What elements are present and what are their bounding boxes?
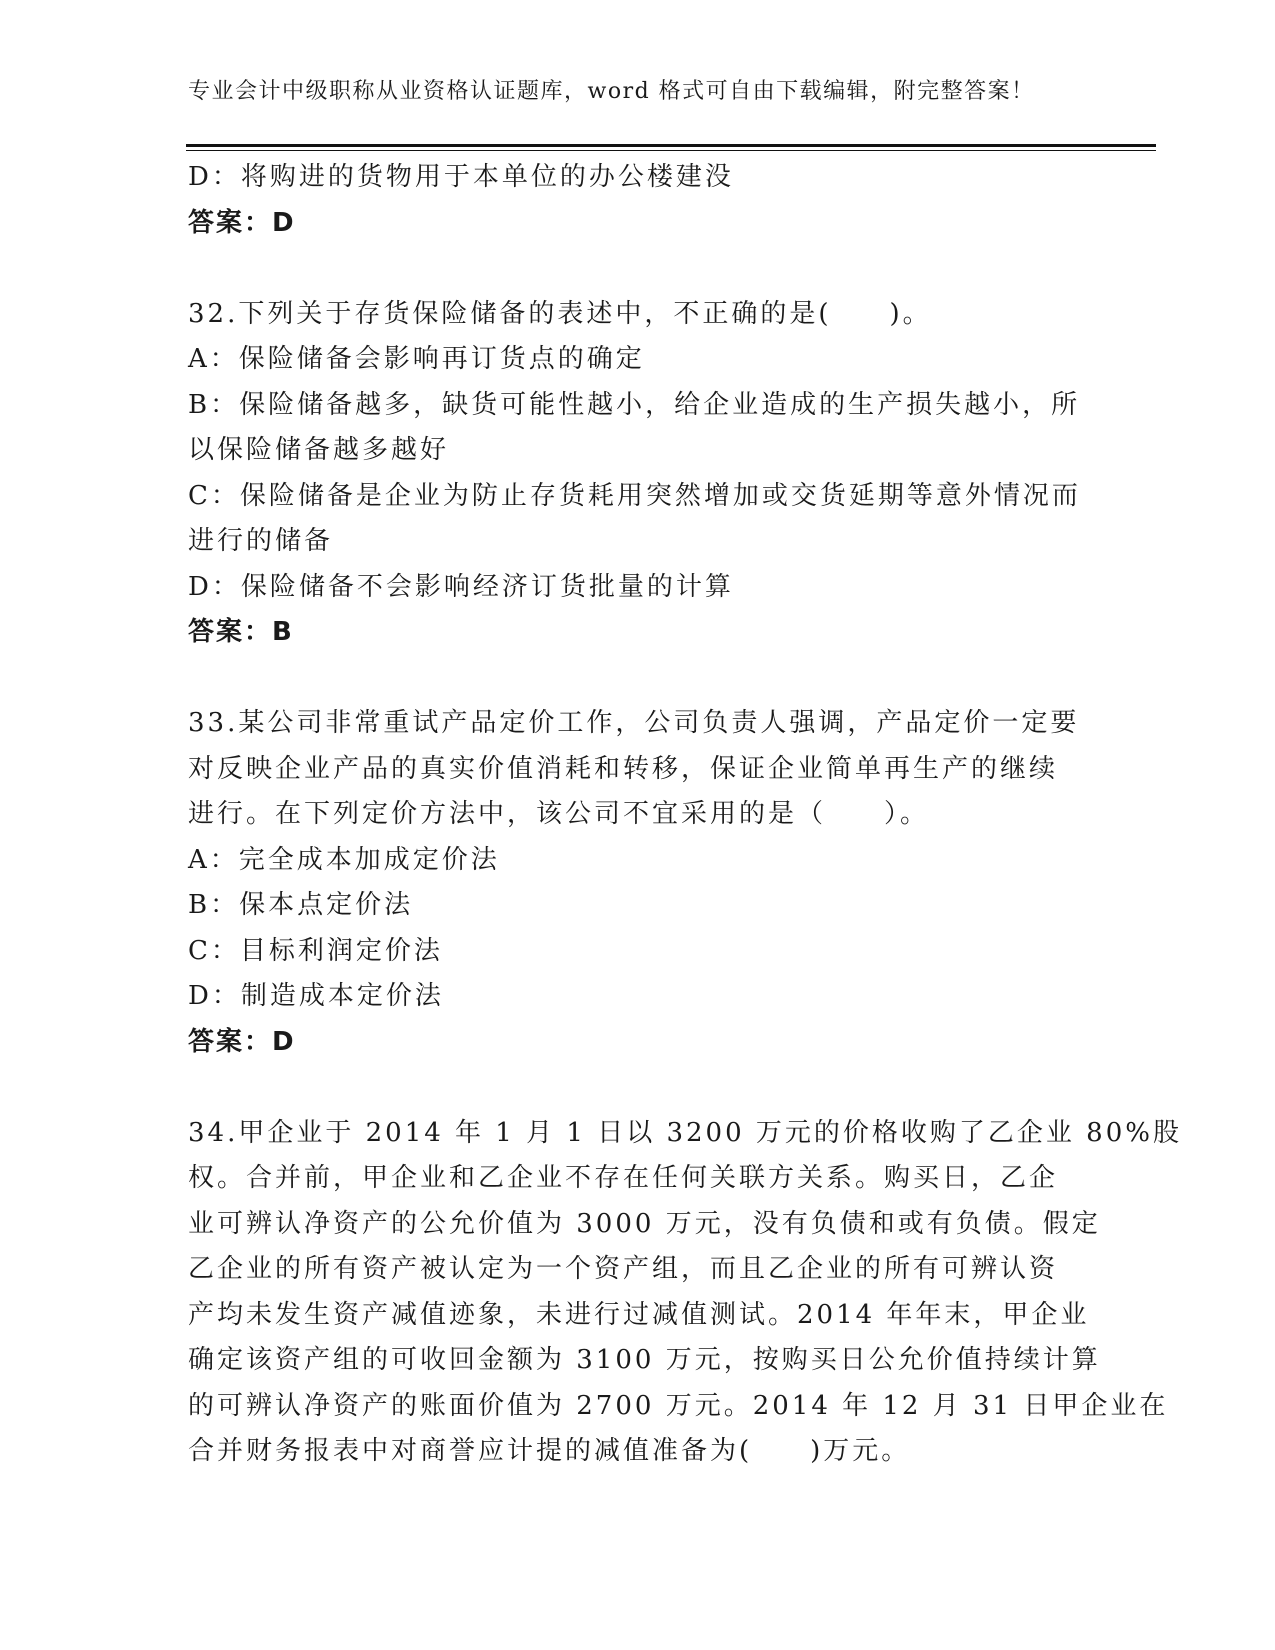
q33-option-b: B：保本点定价法: [188, 890, 414, 920]
q33-answer: 答案：D: [188, 1026, 296, 1057]
q34-stem-line7: 的可辨认净资产的账面价值为 2700 万元。2014 年 12 月 31 日甲企业在: [188, 1390, 1169, 1421]
q32-option-b-line1: B：保险储备越多，缺货可能性越小，给企业造成的生产损失越小，所: [188, 389, 1081, 420]
header-rule-thick: [186, 144, 1156, 147]
page-header: 专业会计中级职称从业资格认证题库，word 格式可自由下载编辑，附完整答案！: [188, 79, 1035, 104]
q34-stem-line5: 产均未发生资产减值迹象，未进行过减值测试。2014 年年末，甲企业: [188, 1299, 1090, 1330]
q33-stem-line2: 对反映企业产品的真实价值消耗和转移，保证企业简单再生产的继续: [188, 753, 1059, 784]
q32-answer: 答案：B: [188, 617, 294, 647]
spacer: [188, 1065, 1088, 1111]
question-content: [188, 155, 1182, 1475]
q34-stem-line1: 34.甲企业于 2014 年 1 月 1 日以 3200 万元的价格收购了乙企业 80%股: [188, 1117, 1182, 1148]
q33-option-a: A：完全成本加成定价法: [188, 844, 500, 875]
q32-option-a: A：保险储备会影响再订货点的确定: [188, 344, 645, 374]
spacer: [188, 246, 1088, 292]
q32-option-d: D：保险储备不会影响经济订货批量的计算: [188, 571, 734, 602]
q34-stem-line3: 业可辨认净资产的公允价值为 3000 万元，没有负债和或有负债。假定: [188, 1208, 1101, 1239]
header-rule-thin: [186, 150, 1156, 151]
q34-stem-line4: 乙企业的所有资产被认定为一个资产组，而且乙企业的所有可辨认资: [188, 1254, 1059, 1284]
q32-option-c-line2: 进行的储备: [188, 526, 334, 556]
q32-option-c-line1: C：保险储备是企业为防止存货耗用突然增加或交货延期等意外情况而: [188, 480, 1081, 511]
q32-option-b-line2: 以保险储备越多越好: [188, 435, 450, 465]
q31-option-d: D：将购进的货物用于本单位的办公楼建没: [188, 162, 734, 192]
q33-option-d: D：制造成本定价法: [188, 981, 444, 1011]
spacer: [188, 656, 1088, 702]
q33-stem-line1: 33.某公司非常重试产品定价工作，公司负责人强调，产品定价一定要: [188, 708, 1080, 738]
q34-stem-line2: 权。合并前，甲企业和乙企业不存在任何关联方关系。购买日，乙企: [188, 1163, 1059, 1193]
q31-answer: 答案：D: [188, 207, 296, 238]
q33-stem-line3: 进行。在下列定价方法中，该公司不宜采用的是（ ）。: [188, 799, 930, 829]
q34-stem-line8: 合并财务报表中对商誉应计提的减值准备为( )万元。: [188, 1436, 911, 1466]
q34-stem-line6: 确定该资产组的可收回金额为 3100 万元，按购买日公允价值持续计算: [188, 1345, 1101, 1375]
q33-option-c: C：目标利润定价法: [188, 935, 443, 966]
q32-stem: 32.下列关于存货保险储备的表述中，不正确的是( )。: [188, 298, 932, 329]
